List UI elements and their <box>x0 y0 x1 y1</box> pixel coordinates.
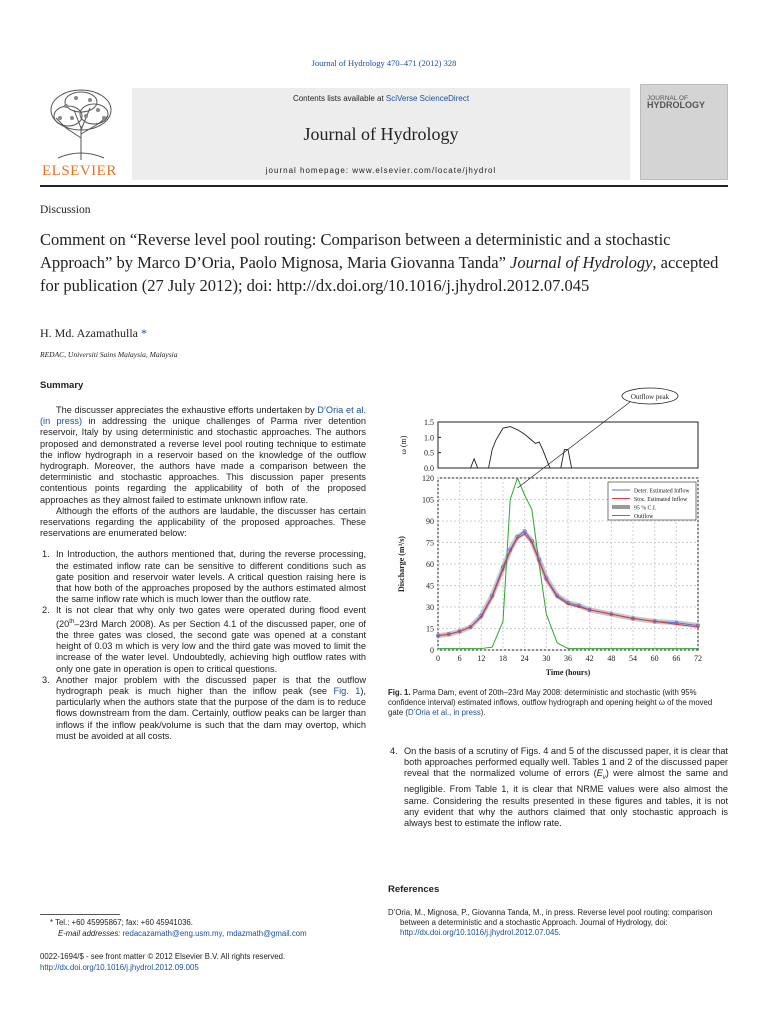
y-axis-label: Discharge (m³/s) <box>397 536 406 592</box>
list-item <box>388 746 728 829</box>
caption-post: ). <box>480 708 486 717</box>
masthead <box>132 88 630 180</box>
x-tick-label: 36 <box>564 654 572 663</box>
reference-entry <box>388 908 728 937</box>
footnote-tel: * Tel.: +60 45995867; fax: +60 45941036. <box>50 918 193 927</box>
gate-y-tick-label: 1.0 <box>424 433 434 443</box>
email-link-2[interactable]: mdazmath@gmail.com <box>226 928 307 938</box>
y-tick-label: 60 <box>426 560 434 569</box>
legend-label: 95 % C.I. <box>634 505 657 512</box>
title-part-2: , accepted for publication (27 July 2012); doi: http://dx.doi.org/10.1016/j.jhydrol.2012.07.045 <box>40 253 719 295</box>
data-point <box>567 603 569 605</box>
title-part-1: Comment on “Reverse level pool routing: Comparison between a deterministic and a stochastic Approach” by Marco D’Oria, Paolo Mignosa, Maria Giovanna Tanda” <box>40 230 671 272</box>
p1-pre: The discusser appreciates the exhaustive efforts undertaken by <box>56 405 318 415</box>
legend-label: Stoc. Estimated Inflow <box>634 497 688 503</box>
x-tick-label: 42 <box>585 654 594 663</box>
doria-citation-link[interactable]: D’Oria et al. (in press) <box>40 405 366 427</box>
caption-citation-link[interactable]: D’Oria et al., in press <box>407 708 481 717</box>
item-4-pre: On the basis of a scrutiny of Figs. 4 and 5 of the discussed paper, it is clear that both approaches performed equally well. Tables 1 and 2 of the discussed paper reveal that the normalized volume of errors ( <box>404 746 728 779</box>
legend-label: Deter. Estimated Inflow <box>634 488 690 495</box>
ref-1-post: . <box>558 927 561 937</box>
data-point <box>437 635 439 637</box>
y-tick-label: 30 <box>426 603 434 612</box>
gate-y-tick-label: 1.5 <box>424 418 434 427</box>
data-point <box>675 623 677 625</box>
footnote-divider <box>40 914 120 915</box>
summary-heading: Summary <box>40 380 84 391</box>
list-item <box>40 549 366 605</box>
item-4-symbol: E <box>596 768 603 779</box>
p1-post: in addressing the unique challenges of Parma river detention reservoir, Italy by using deterministic and stochastic approaches. The authors proposed and demonstrated a reverse level pool routing technique to estimate the inflow hydrograph in a reservoir based on the knowledge of the outflow hydrograph. Moreover, the authors have made a comparison between the deterministic and stochastic approaches. This discussion paper presents contentious points regarding the applicability of both of the proposed approaches as they almost failed to estimate unknown inflow rate. <box>40 416 367 505</box>
data-point <box>538 560 540 562</box>
ref-1-doi-link[interactable]: http://dx.doi.org/10.1016/j.jhydrol.2012.07.045 <box>400 927 559 937</box>
x-tick-label: 0 <box>436 654 440 663</box>
data-point <box>632 617 634 619</box>
sciencedirect-link[interactable]: SciVerse ScienceDirect <box>385 94 470 103</box>
list-number: 2. <box>42 605 50 616</box>
summary-paragraph-2: Although the efforts of the authors are laudable, the discusser has certain reservations regarding the applicability of the proposed approaches. These reservations are enumerated below: <box>40 505 366 539</box>
journal-cover-thumbnail <box>640 84 728 180</box>
gate-y-tick-label: 0.0 <box>424 464 434 473</box>
data-point <box>491 596 493 598</box>
data-point <box>480 616 482 618</box>
data-point <box>545 579 547 581</box>
issn-block <box>40 952 370 973</box>
item-2-superscript: th <box>69 618 75 625</box>
elsevier-tree-icon <box>46 88 116 160</box>
journal-header <box>40 84 728 188</box>
caption-pre: Parma Dam, event of 20th–23rd May 2008: deterministic and stochastic (with 95% confidence interval) estimated inflows, outflow hydrograph and opening height ω of the moved gate ( <box>388 688 713 717</box>
list-item <box>40 675 366 742</box>
email-link-1[interactable]: redacazamath@eng.usm.my <box>122 928 223 938</box>
contents-prefix: Contents lists available at <box>292 94 386 103</box>
left-column <box>40 405 366 742</box>
x-tick-label: 12 <box>477 654 486 663</box>
publisher-name: ELSEVIER <box>42 163 117 179</box>
data-point <box>697 626 699 628</box>
x-tick-label: 30 <box>542 654 551 663</box>
x-tick-label: 6 <box>457 654 462 663</box>
x-axis-label: Time (hours) <box>545 668 591 677</box>
list-item-text: In Introduction, the authors mentioned that, during the reverse processing, the estimated inflow rate can be sensitive to different conditions such as gate position and reservoir water levels. A critical question raising here is that how both of the approaches proposed by the authors estimated almost the same inflow rate which is much lower than the outflow rate. <box>56 549 366 605</box>
x-tick-label: 24 <box>520 654 529 663</box>
cover-title-line-2: HYDROLOGY <box>647 100 706 110</box>
journal-citation[interactable]: Journal of Hydrology 470–471 (2012) 328 <box>311 58 457 68</box>
item-3-post: ), particularly when the authors state that the purpose of the dam is to reduce flows downstream from the dam. Certainly, outflow peaks can be larger than inflows if the inflow peak/volume is such that the dam may overtop, which must be avoided at all costs. <box>56 685 366 741</box>
data-point <box>509 550 511 552</box>
article-title <box>40 228 728 297</box>
contents-line <box>132 94 630 103</box>
data-point <box>524 533 526 535</box>
caption-label: Fig. 1. <box>388 688 411 697</box>
y-tick-label: 120 <box>422 474 434 483</box>
cover-title <box>647 95 705 109</box>
data-point <box>589 609 591 611</box>
header-divider <box>40 185 728 187</box>
right-column <box>388 746 728 829</box>
y-tick-label: 45 <box>426 581 434 591</box>
legend-label: Outflow <box>634 514 654 520</box>
item-4-subscript: v <box>602 775 606 782</box>
list-number: 1. <box>42 549 50 560</box>
journal-name: Journal of Hydrology <box>303 124 459 144</box>
item-3-pre: Another major problem with the discussed paper is that the outflow hydrograph peak is much higher than the inflow peak (see <box>56 674 366 696</box>
data-point <box>502 569 504 571</box>
title-journal: Journal of Hydrology <box>510 253 653 272</box>
elsevier-logo <box>40 88 122 180</box>
author-footnote <box>40 918 370 939</box>
x-tick-label: 60 <box>650 654 659 663</box>
article-section: Discussion <box>40 204 91 216</box>
fig-1-link[interactable]: Fig. 1 <box>333 685 361 696</box>
gate-y-tick-label: 0.5 <box>424 448 434 458</box>
data-point <box>448 633 450 635</box>
references-heading: References <box>388 884 440 895</box>
annotation-label: Outflow peak <box>630 393 670 401</box>
y-tick-label: 0 <box>430 646 434 655</box>
gate-y-axis-label: ω (m) <box>399 435 408 455</box>
data-point <box>556 596 558 598</box>
data-point <box>578 606 580 608</box>
footnote-emails <box>40 929 370 940</box>
figure-caption <box>388 688 728 718</box>
x-tick-label: 54 <box>629 654 637 663</box>
email-label: E-mail addresses: <box>58 928 123 938</box>
y-tick-label: 15 <box>426 624 434 634</box>
x-tick-label: 18 <box>499 654 507 663</box>
item-4-post: ) were almost the same and negligible. From Table 1, it is clear that NRME values were also almost the same. Considering the results presented in these figures and tables, it is not any evident that why the authors claimed that only stochastic approach is always best to estimate the inflow rate. <box>404 768 728 829</box>
data-point <box>516 537 518 539</box>
data-point <box>654 620 656 622</box>
gate-panel-frame <box>438 422 698 468</box>
data-point <box>531 541 533 543</box>
data-point <box>610 613 612 615</box>
x-tick-label: 48 <box>607 654 616 663</box>
journal-homepage[interactable]: journal homepage: www.elsevier.com/locate/jhydrol <box>265 166 497 175</box>
y-tick-label: 105 <box>422 495 434 505</box>
cover-title-line-1: JOURNAL OF <box>647 95 688 102</box>
x-tick-label: 72 <box>694 654 702 663</box>
y-tick-label: 90 <box>426 517 434 526</box>
data-point <box>459 630 461 632</box>
x-tick-label: 66 <box>672 654 681 663</box>
figure-1-chart <box>388 386 728 682</box>
item-2-pre: It is not clear that why only two gates were operated during flood event (20 <box>56 605 366 629</box>
author-affiliation: REDAC, Universiti Sains Malaysia, Malaysia <box>40 350 178 359</box>
author-line <box>40 326 147 341</box>
data-point <box>469 626 471 628</box>
list-number: 4. <box>390 746 398 756</box>
item-2-post: –23rd March 2008). As per Section 4.1 of the discussed paper, one of the three gates was closed, the second gate was opened at a constant height of 0.03 m which is very low and the third gate was moved to limit the increase of the water level. Undoubtedly, achieving high outflow rates with only one gate in operation is open to critical questions. <box>56 618 366 674</box>
list-item <box>40 605 366 674</box>
summary-paragraph-1 <box>40 405 366 506</box>
list-number: 3. <box>42 674 50 685</box>
author-footnote-mark[interactable]: * <box>140 326 147 340</box>
footnote-tel-text: Tel.: +60 45995867; fax: +60 45941036. <box>55 918 193 927</box>
author-name: H. Md. Azamathulla <box>40 326 138 340</box>
y-tick-label: 75 <box>426 538 434 548</box>
issn-line: 0022-1694/$ - see front matter © 2012 Elsevier B.V. All rights reserved. <box>40 952 286 961</box>
email-separator: , <box>222 928 227 938</box>
article-doi-link[interactable]: http://dx.doi.org/10.1016/j.jhydrol.2012.09.005 <box>40 962 199 972</box>
reservations-list <box>40 549 366 742</box>
ref-1-pre: D’Oria, M., Mignosa, P., Giovanna Tanda, M., in press. Reverse level pool routing: comparison between a deterministic and a stochastic Approach. Journal of Hydrology, doi: <box>388 908 713 927</box>
